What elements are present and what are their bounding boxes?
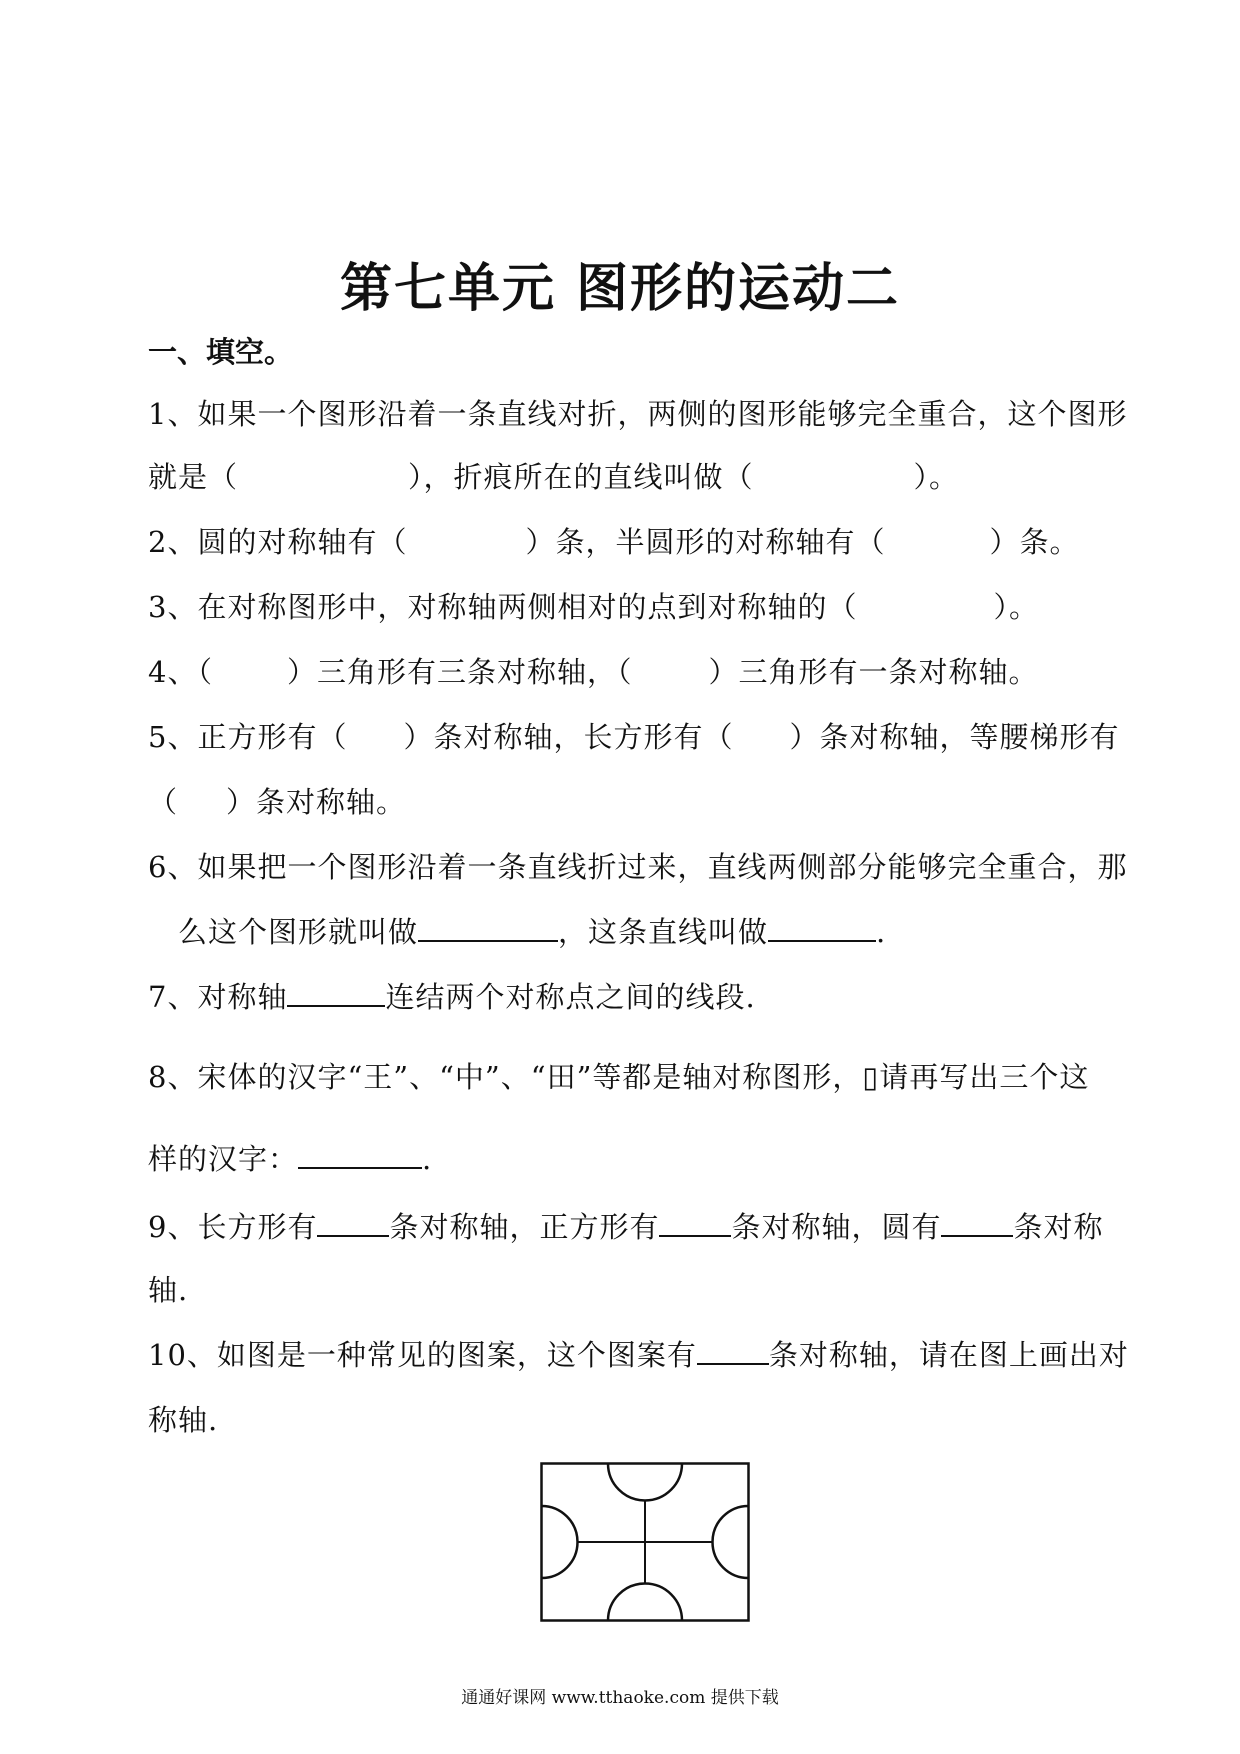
question-9-line-1	[148, 1205, 1104, 1246]
question-5-text-part: ）条对称轴，长方形有（	[403, 720, 734, 754]
question-2-line	[148, 520, 1079, 561]
answer-underline-9c[interactable]	[941, 1211, 1013, 1237]
question-10-text-part: 条对称轴，请在图上画出对	[768, 1338, 1129, 1372]
question-8-line-1	[148, 1055, 1089, 1096]
question-3-text-part: ）。	[993, 590, 1039, 624]
question-7-text-part: 连结两个对称点之间的线段.	[385, 980, 756, 1014]
section-heading: 一、填空。	[148, 335, 294, 369]
question-10-text-part: 称轴.	[148, 1403, 219, 1437]
question-6-line-2	[178, 910, 886, 951]
question-8-line-2	[148, 1137, 432, 1178]
question-9-text-part: 轴.	[148, 1273, 189, 1307]
question-7-text-part: 7、对称轴	[148, 980, 288, 1014]
question-6-text-part: .	[876, 915, 887, 949]
question-8-text-part: 样的汉字：	[148, 1142, 299, 1176]
answer-underline-9b[interactable]	[659, 1211, 731, 1237]
question-1-text-part: ），折痕所在的直线叫做（	[408, 460, 754, 494]
question-4-text-part: 4、（	[148, 655, 213, 689]
question-1-text-part: 就是（	[148, 460, 239, 494]
answer-underline-10[interactable]	[697, 1339, 769, 1365]
answer-underline-8[interactable]	[298, 1143, 422, 1169]
question-2-text-part: 2、圆的对称轴有（	[148, 525, 408, 559]
question-7-line	[148, 975, 756, 1016]
question-9-text-part: 条对称	[1013, 1210, 1104, 1244]
question-2-text-part: ）条，半圆形的对称轴有（	[525, 525, 886, 559]
question-6-text-part: 么这个图形就叫做	[178, 915, 419, 949]
question-5-line-1	[148, 715, 1119, 756]
question-5-text-part: ）条对称轴。	[226, 785, 407, 819]
question-9-text-part: 条对称轴，圆有	[731, 1210, 942, 1244]
question-6-line-1	[148, 845, 1127, 886]
page-title: 第七单元 图形的运动二	[339, 259, 901, 319]
question-3-text-part: 3、在对称图形中，对称轴两侧相对的点到对称轴的（	[148, 590, 858, 624]
pattern-right-arc	[713, 1506, 749, 1578]
question-4-text-part: ）三角形有三条对称轴，（	[286, 655, 633, 689]
question-4-text-part: ）三角形有一条对称轴。	[708, 655, 1039, 689]
question-8-text-part: 8、宋体的汉字“王”、“中”、“田”等都是轴对称图形，▯请再写出三个这	[148, 1060, 1090, 1094]
question-1-line-1	[148, 392, 1127, 433]
symmetric-pattern-figure[interactable]	[540, 1462, 750, 1622]
question-5-line-2	[148, 780, 406, 821]
answer-underline-7[interactable]	[287, 981, 385, 1007]
question-6-text-part: ，这条直线叫做	[558, 915, 769, 949]
pattern-left-arc	[542, 1506, 578, 1578]
question-1-line-2	[148, 455, 959, 496]
question-3-line	[148, 585, 1039, 626]
question-5-text-part: （	[148, 785, 179, 819]
question-9-text-part: 9、长方形有	[148, 1210, 318, 1244]
answer-underline-9a[interactable]	[317, 1211, 389, 1237]
question-10-text-part: 10、如图是一种常见的图案，这个图案有	[148, 1338, 697, 1372]
pattern-top-arc	[608, 1464, 682, 1501]
question-1-text: 1、如果一个图形沿着一条直线对折，两侧的图形能够完全重合，这个图形	[148, 397, 1128, 431]
question-9-line-2	[148, 1268, 188, 1309]
answer-underline-6a[interactable]	[418, 916, 558, 942]
question-6-text-part: 6、如果把一个图形沿着一条直线折过来，直线两侧部分能够完全重合，那	[148, 850, 1128, 884]
footer-credit: 通通好课网 www.tthaoke.com 提供下载	[461, 1688, 779, 1708]
question-4-line	[148, 650, 1038, 691]
question-5-text-part: ）条对称轴，等腰梯形有	[789, 720, 1120, 754]
answer-underline-6b[interactable]	[768, 916, 876, 942]
question-9-text-part: 条对称轴，正方形有	[389, 1210, 660, 1244]
question-8-text-part: .	[422, 1142, 433, 1176]
question-2-text-part: ）条。	[989, 525, 1080, 559]
question-10-line-2	[148, 1398, 218, 1439]
question-10-line-1	[148, 1333, 1129, 1374]
question-1-text-part: ）。	[913, 460, 960, 494]
question-5-text-part: 5、正方形有（	[148, 720, 348, 754]
pattern-bottom-arc	[608, 1584, 682, 1621]
